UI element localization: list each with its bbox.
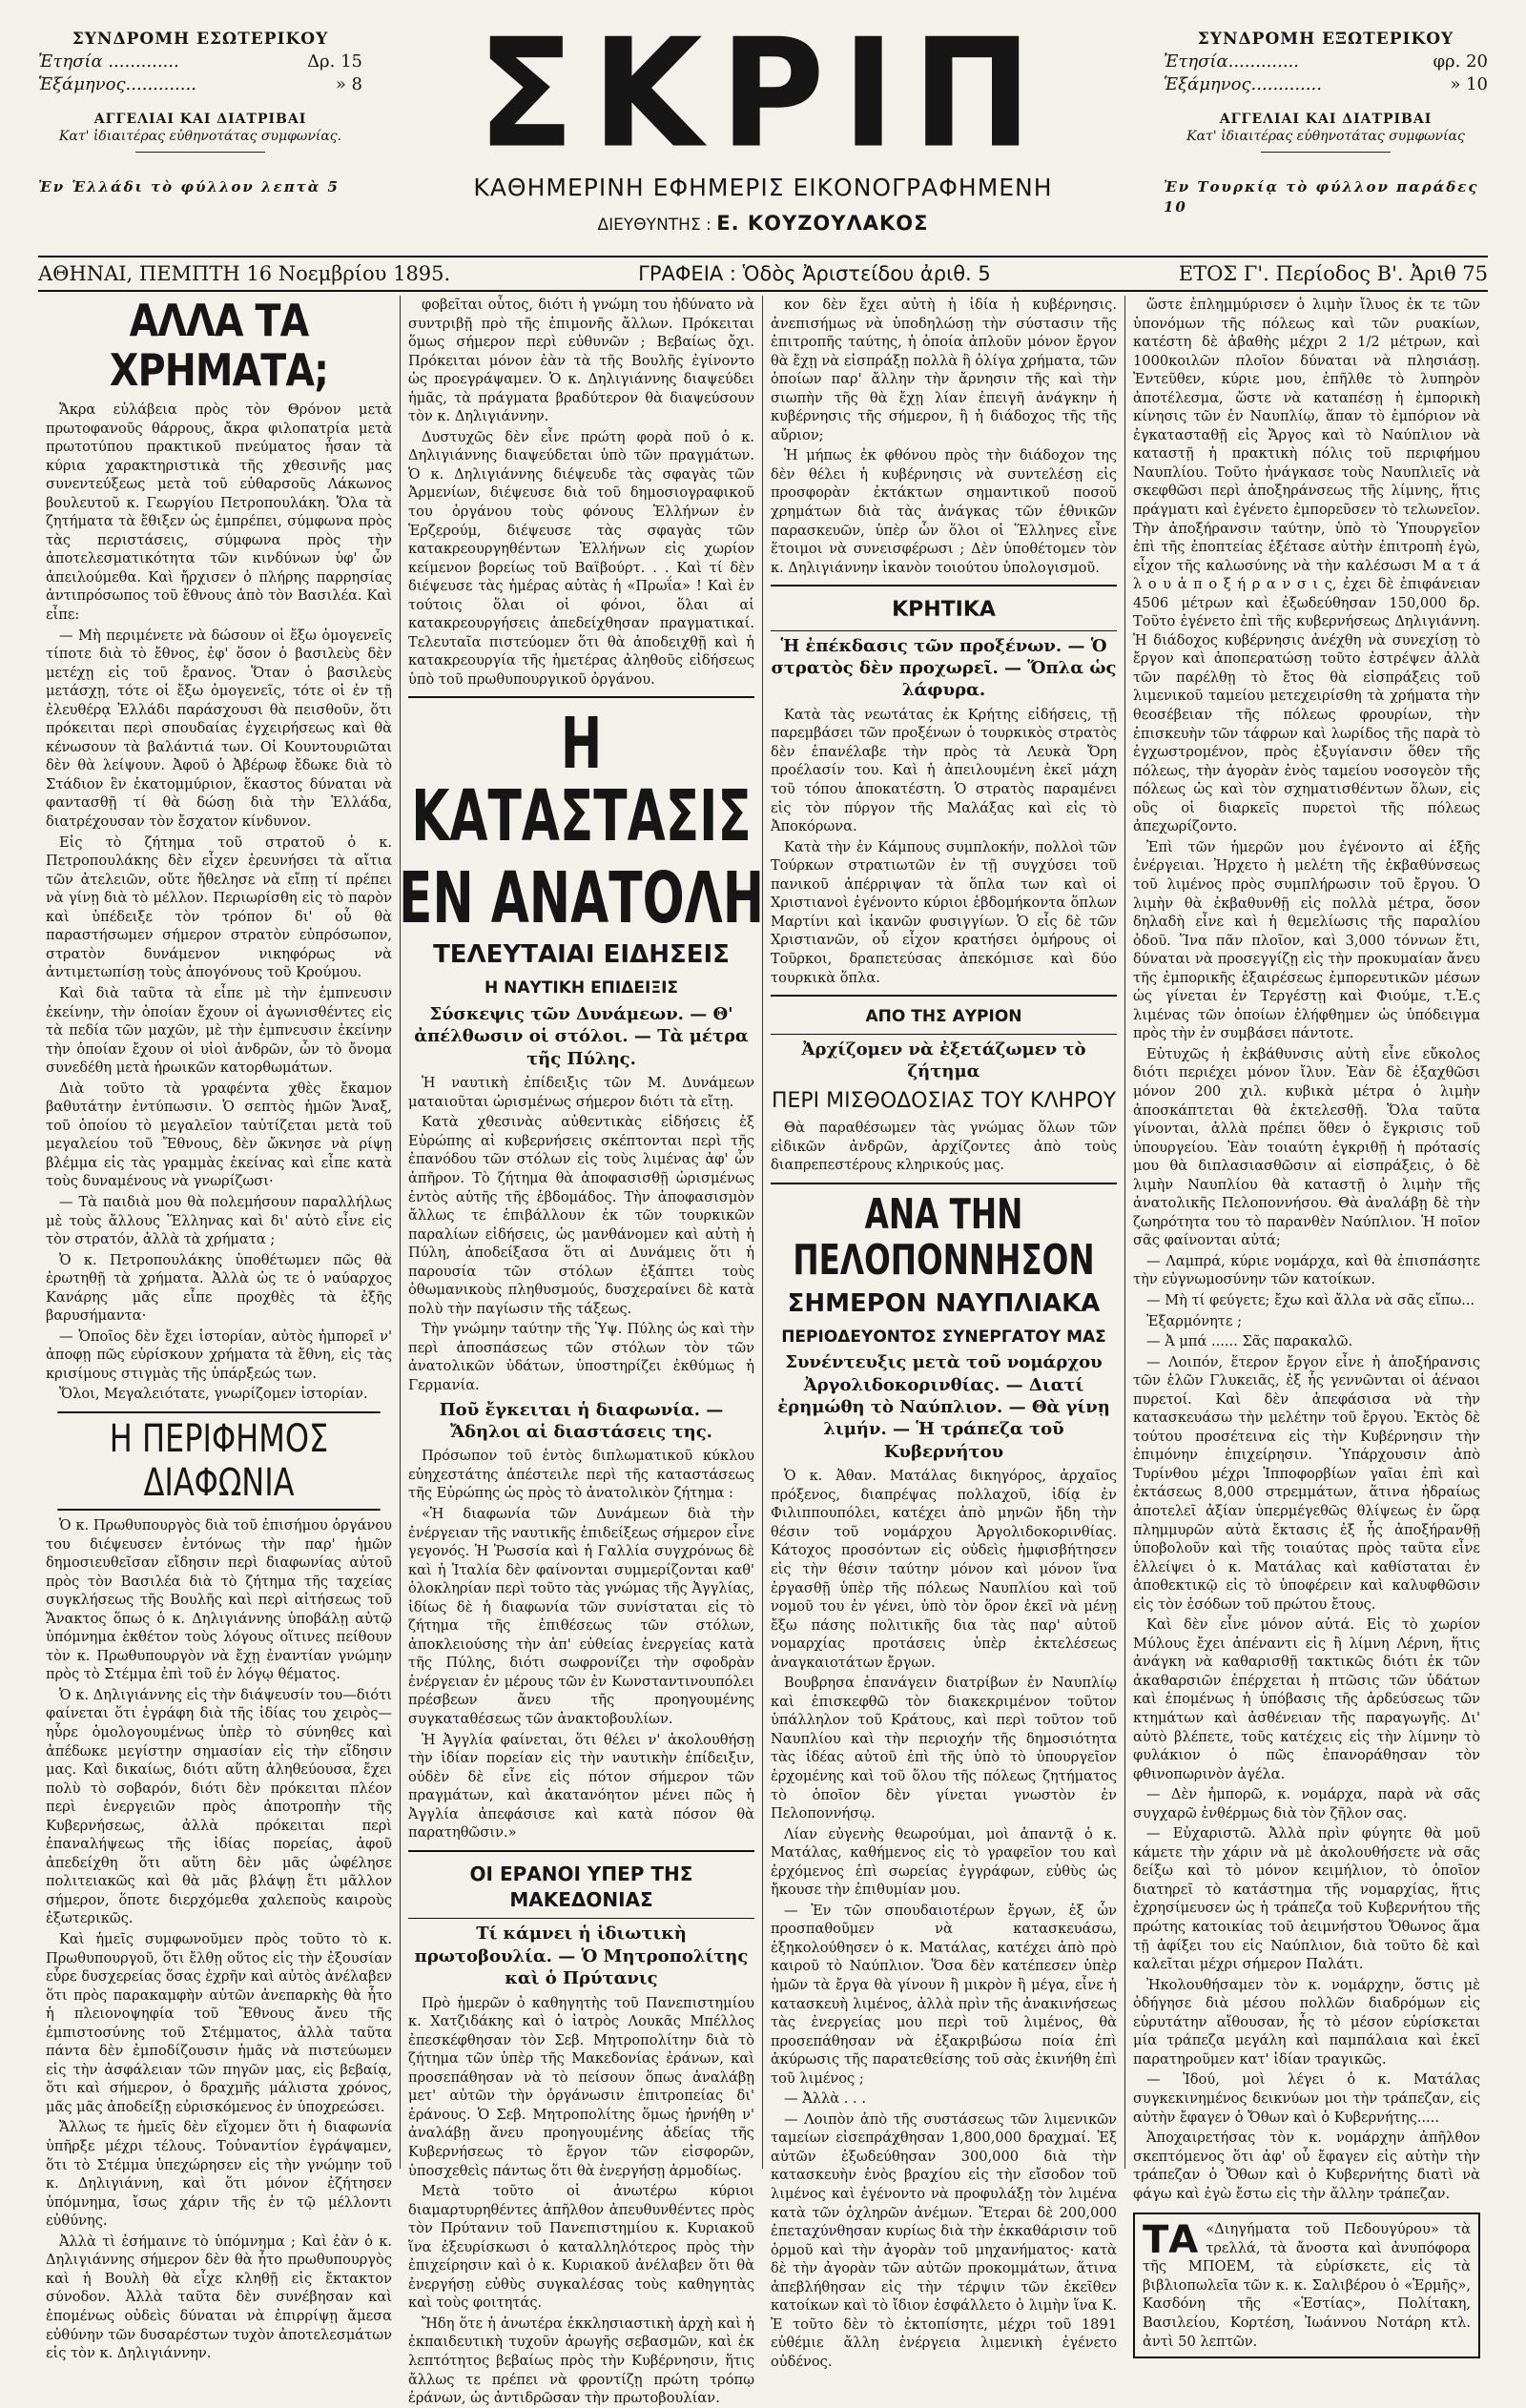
paragraph: Ὁ κ. Πρωθυπουργὸς διὰ τοῦ ἐπισήμου ὀργάνου του διέψευσεν ἐντόνως τὴν παρ' ἡμῶν δημοσιευθεῖσαν εἴδησιν περὶ διαφωνίας αὐτοῦ πρὸς τὸν Βασιλέα διὰ τὸ ζήτημα τῆς ταχείας συγκλήσεως τῆς Βουλῆς καὶ περὶ αἰτήσεως τοῦ Ἄνακτος ὅπως ὁ κ. Δηλιγιάννης ὑποβάλῃ αὐτῷ ὑπόμνημα ἐκθέτον τοὺς λόγους οἵτινες πείθουν τὸν κ. Πρωθυπουργὸν νὰ ἔχῃ ἐναντίαν γνώμην πρὸς τὸ Στέμμα ἐπὶ τοῦ ἐν λόγῳ θέματος.: [46, 1516, 392, 1683]
deck: Σύσκεψις τῶν Δυνάμεων. — Θ' ἀπέλθωσιν οἱ στόλοι. — Τὰ μέτρα τῆς Πύλης.: [414, 1004, 749, 1069]
paragraph: Ἄλλως τε ἡμεῖς δὲν εἴχομεν ὅτι ἡ διαφωνία ὑπῆρξε μέχρι τέλους. Τοὐναντίον ἐγράψαμεν, ὅτι τὸ Στέμμα ὑπεχώρησεν εἰς τὴν γνώμην τοῦ κ. Δηλιγιάννη, καὶ ὅτι μόνον ἐζήτησεν ὑπόμνημα, ἴσως χάριν τῆς ἐν τῷ μέλλοντι εὐθύνης.: [46, 2119, 392, 2230]
domestic-subscription: [38, 29, 362, 197]
office-address: ΓΡΑΦΕΙΑ : Ὁδὸς Ἀριστείδου ἀριθ. 5: [638, 262, 991, 285]
paragraph: Θὰ παραθέσωμεν τὰς γνώμας ὅλων τῶν εἰδικῶν ἀνδρῶν, ἀρχίζοντες ἀπὸ τοὺς διαπρεπεστέρους κληρικούς μας.: [771, 1120, 1117, 1174]
paragraph: Ὁ κ. Πετροπουλάκης ὑποθέτωμεν πῶς θὰ ἐρωτηθῇ τὰ χρήματα. Ἀλλὰ ὡς τε ὁ ναύαρχος Κανάρης μᾶς εἶπε προχθὲς τὰ ἑξῆς βαρυσήμαντα·: [46, 1251, 392, 1325]
ads-label: ΑΓΓΕΛΙΑΙ ΚΑΙ ΔΙΑΤΡΙΒΑΙ: [1219, 111, 1433, 127]
paragraph: Βουβρησα ἐπανάγειν διατρίβων ἐν Ναυπλίῳ καὶ ἐπισκεφθῶ τὸν διακεκριμένον τοῦτον ὑπάλληλον τοῦ Κράτους, καὶ περὶ τοῦτον τοῦ Ναυπλίου καὶ τὴν περιοχήν τῆς δημοσιότητα τὰς ἰδέας αὐτοῦ ἐπὶ τῆς ὑπὸ τὸ ὑπουργεῖον ἐρχομένης καὶ τοῦ ὅλου τῆς πόλεως ζητήματος τὸ ὁποῖον δὲν γίνεται γνωστὸν ἐν Πελοποννήσῳ.: [771, 1675, 1117, 1822]
headline: ΑΠΟ ΤΗΣ ΑΥΡΙΟΝ: [865, 1007, 1022, 1027]
paragraph: Εἰς τὸ ζήτημα τοῦ στρατοῦ ὁ κ. Πετροπουλάκης δὲν εἶχεν ἐρευνήσει τὰ αἴτια τῶν ἀτελειῶν, οὔτε ἤθελησε νὰ εἴπῃ τί πρέπει νὰ γίνῃ διὰ τὸ μέλλον. Περιωρίσθη εἰς τὸ παρὸν καὶ ὑπέδειξε τὸν τρόπον δι' οὗ θὰ παραστήσωμεν σήμερον στρατὸν εὐπρόσωπον, στρατὸν δυνάμενον νικηφόρως νὰ ἀντιμετωπίσῃ τοὺς ἀπογόνους τοῦ Κρούμου.: [46, 834, 392, 981]
advertisement-box: [1133, 2212, 1480, 2358]
price-row: Ἐτησία ............. Δρ. 15: [38, 51, 362, 72]
subheadline: Η ΝΑΥΤΙΚΗ ΕΠΙΔΕΙΞΙΣ: [484, 978, 679, 998]
headline-box: [771, 585, 1117, 630]
paragraph: Ἐξαρμόνητε ;: [1146, 1312, 1242, 1329]
paragraph: Ἡ Ἀγγλία φαίνεται, ὅτι θέλει ν' ἀκολουθήσῃ τὴν ἰδίαν πορείαν εἰς τὴν ναυτικὴν ἐπίδειξιν, οὐδὲν δὲ εἶνε εἰς πότον σήμερον τῶν πραγμάτων, καὶ ἀκατανόητον μένει πῶς ἡ Ἀγγλία ἀπεφάσισε καὶ κατὰ πόσον θὰ παρατηθῶσιν.»: [408, 1731, 754, 1842]
paragraph: Δυστυχῶς δὲν εἶνε πρώτη φορὰ ποῦ ὁ κ. Δηλιγιάννης διαψεύδεται ὑπὸ τῶν πραγμάτων. Ὁ κ. Δηλιγιάννης διέψευδε τὰς σφαγὰς τῶν Ἀρμενίων, διέψευσε διὰ τοῦ δημοσιογραφικοῦ του ὀργάνου τοὺς φόνους Ἑλλήνων ἐν Ἑρζερούμ, διέψευσε τὰς σφαγὰς τῶν κατακρεουργηθέντων Ἑλλήνων εἰς χωρίον κείμενον βορείως τοῦ Βαϊβούρτ. . . Καὶ τί δὲν διέψευσε τὰς ἡμέρας αὐτὰς ἡ «Πρωΐα» ! Καὶ ἐν τούτοις ὅλαι οἱ φόνοι, ὅλαι αἱ κατακρεουργήσεις ἀπεδείχθησαν πραγματικαί. Τελευταῖα πιστεύομεν ὅτι θὰ ἀποδειχθῇ καὶ ἡ κατακρεουργία τῆς ἡμετέρας ἀληθοῦς εἰδήσεως ὑπὸ τοῦ πρωθυπουργικοῦ ὀργάνου.: [408, 428, 754, 688]
paragraph: — Ἀλλὰ . . .: [784, 2090, 866, 2108]
headline: ΑΛΛΑ ΤΑ ΧΡΗΜΑΤΑ;: [109, 295, 329, 396]
paragraph: Ἡ ναυτικὴ ἐπίδειξις τῶν Μ. Δυνάμεων ματαιοῦται ὡρισμένως σήμερον διότι τὰ εἴτῃ.: [408, 1075, 754, 1110]
paragraph: — Ἰδού, μοὶ λέγει ὁ κ. Ματάλας συγκεκινημένος δεικνύων μοι τὴν τράπεζαν, εἰς αὐτὴν ἔφαγεν ὁ Ὄθων καὶ ὁ Κυβερνήτης.....: [1133, 2071, 1480, 2126]
paragraph: — Μὴ περιμένετε νὰ δώσουν οἱ ἔξω ὁμογενεῖς τίποτε διὰ τὸ ἔθνος, ἐφ' ὅσον ὁ βασιλεὺς δὲν μετέχῃ εἰς τοῦ ἔρανος. Ὅταν ὁ βασιλεὺς μετάσχῃ, τότε οἱ ἔξω ὁμογενεῖς, τότε οἱ ἐν τῇ ἐλευθέρᾳ Ἑλλάδι παράσχουσι θὰ πεισθοῦν, ὅτι πρόκειται περὶ σπουδαίας ἐγχειρήσεως καὶ θὰ κένωσουν τὰ βαλάντιά των. Οἱ Κουντουριῶται δὲν θὰ λείψουν. Ἀφοῦ ὁ Ἀβέρωφ ἔδωκε διὰ τὸ Στάδιον ἓν ἑκατομμύριον, ἕκαστος δύναται νὰ φαντασθῇ τί θὰ δώσῃ διὰ τὴν Ἑλλάδα, διατρέχουσαν τὸν ἔσχατον κίνδυνον.: [46, 627, 392, 831]
paragraph: Ἀλλὰ τὶ ἐσήμαινε τὸ ὑπόμνημα ; Καὶ ἐὰν ὁ κ. Δηλιγιάννης σήμερον δὲν θὰ ἦτο πρωθυπουργὸς καὶ ἡ Βουλὴ θὰ εἶχε κληθῇ εἰς ἔκτακτον σύνοδον. Ἀλλὰ ταῦτα δὲν συνέβησαν καὶ ἐπομένως οὐδεὶς δύναται νὰ ἐπιρρίψῃ ἄμεσα εὐθύνην τῶν δυσαρέστων τυχὸν ἀποτελεσμάτων εἰς τὸν κ. Δηλιγιάννην.: [46, 2233, 392, 2362]
paragraph: Ἐπὶ τῶν ἡμερῶν μου ἐγένοντο αἱ ἑξῆς ἐνέργειαι. Ἠρχετο ἡ μελέτη τῆς ἐκβαθύνσεως τοῦ λιμένος πρὸς συμπλήρωσιν τοῦ ἔργου. Ὁ λιμὴν θὰ ἐκβαθυνθῇ εἰς πολλὰ μέτρα, ὅσον δηλαδὴ εἶνε καὶ ἡ θεμελίωσις τῆς παραλίου ὁδοῦ. Ἵνα πᾶν πλοῖον, καὶ 3,000 τόννων ἔτι, δύναται νὰ προσεγγίζῃ εἰς τὴν προκυμαίαν ἄνευ τῆς ἐμπορικῆς ἐξαιρέσεως ἐμπορευτικῶν μέσων ὡς γίνεται ἐν Τεργέστῃ καὶ Φιούμε, τ.Ἐ.ς λιμένας τῶν ὁποίων ἐλήφθημεν ὡς ὑπόδειγμα πρὸς τὴν ἐν συμβάσει πάντοτε.: [1133, 838, 1480, 1042]
paragraph: — Τὰ παιδιὰ μου θὰ πολεμήσουν παραλλήλως μὲ τοὺς ἄλλους Ἕλληνας καὶ δι' αὐτὸ εἶνε εἰς τὸν στρατόν, ἀλλὰ τὰ χρήματα ;: [46, 1193, 392, 1248]
paragraph: Κατὰ χθεσινὰς αὐθεντικὰς εἰδήσεις ἐξ Εὐρώπης αἱ κυβερνήσεις σκέπτονται περὶ τῆς ἐπανόδου τῶν στόλων εἰς τοὺς λιμένας ἀφ' ὧν ἀπῆρον. Τὸ ζήτημα θὰ ἀποφασισθῇ ὡρισμένως ἐντὸς αὐτῆς τῆς ἑβδομάδος. Τὴν ἀποφασισμὸν ἄλλως τε ἐπιβάλλουν ἐκ τῶν τουρκικῶν παραλίων εἰδήσεις, ὡς μανθάνομεν καὶ αὐτὴ ἡ Πύλη, ἀποδείξασα ὅτι αἱ Δυνάμεις ὅτι ἡ παρουσία τῶν στόλων ἐξάπτει τοὺς ὀθωμανικοὺς πληθυσμούς, δυσχεραίνει δὲ κατὰ πολὺ τὴν παγίωσιν τῆς τάξεως.: [408, 1114, 754, 1317]
subheadline: ΣΗΜΕΡΟΝ ΝΑΥΠΛΙΑΚΑ: [787, 1288, 1101, 1318]
headline: ΕΝ ΑΝΑΤΟΛΗ: [398, 857, 765, 940]
paragraph: — Λοιπόν, ἕτερον ἔργον εἶνε ἡ ἀποξήρανσις τῶν ἑλῶν Γλυκειᾶς, ἐξ ἧς γεννῶνται οἱ ἀέναοι πυρετοί. Καὶ δὲν ἀπεφάσισα νὰ τὴν κατασκευάσω τὴν μελέτην τοῦ ἔργου. Ἐκτὸς δὲ τούτου προσέτεινα εἰς τὴν Κυβέρνησιν τὴν ἐπιμόνην ἐπιχείρησιν. Ὑπάρχουσιν ἀπὸ Τυρίνθου μέχρι Ἱπποφορβίων γαῖαι ἐπὶ καὶ ἐκτάσεως 8,000 στρεμμάτων, ἅτινα ἠδραίως ἀποτελεῖ ἀξίαν ὑπερμέγεθῶς θλίψεως ἐν ὥρᾳ πλημμυρῶν αὐτὰ ἔκτασις ἐξ ἧς ἀποξήρανθῇ ὑποβολοῦν καὶ τῆς τοιαύτας πρὸς ταῦτα εἶνε ἐλλείψει ὁ κ. Ματάλας καὶ καθίσταται ἐν ἀποθεκτικῷ εἰς τὸ ὑποφέρειν καὶ καλυφθῶσιν εἰς τὸν ἐσόδων τοῦ πρώτου ἔτους.: [1133, 1353, 1480, 1613]
headline: ΚΡΗΤΙΚΑ: [892, 598, 996, 623]
price-row: Ἐτησία............. φρ. 20: [1164, 51, 1488, 72]
newspaper-logo: ΣΚΡΙΠ: [477, 7, 1049, 182]
paragraph: κον δὲν ἔχει αὐτὴ ἡ ἰδία ἡ κυβέρνησις. ἀνεπισήμως νὰ ὑποδηλώσῃ τὴν σύστασιν τῆς ἐπιτροπῆς ταύτης, ἡ ὁποία ἀπλοῦν μόνον ἔργον θὰ ἔχῃ νὰ εἰσπράξῃ πολλὰ ἢ ὀλίγα χρήματα, τῶν ὁποίων παρ' ἄλλην τὴν ἄρνησιν τῆς καὶ τὴν σιωπὴν τῆς θὰ ἔχῃ λίαν ἐπειγῆ ἀνάγκην ἡ κυβέρνησις τῆς σήμερον, ἢ ἡ διάδοχος τῆς τῆς αὔριον;: [771, 297, 1117, 443]
paragraph: — Εὐχαριστῶ. Ἀλλὰ πρὶν φύγητε θὰ μοῦ κάμετε τὴν χάριν νὰ μὲ ἀκολουθήσετε νὰ σᾶς δείξω καὶ τὸ μόνον κειμήλιον, τὸ ὁποῖον διατηρεῖ τὸ κατάστημα τῆς νομαρχίας, ἥτις ἐχρησίμευσεν ὡς ἡ τράπεζα τοῦ Κυβερνήτου τῆς πρώτης κατοικίας τοῦ ἀειμνήστου Ὄθωνος ἅμα τῇ ἀφίξει του εἰς Ναύπλιον, διὰ τοῦτο δὲ καὶ καλεῖται μέχρι σήμερον Παλάτι.: [1133, 1825, 1480, 1973]
newspaper-page: [38, 7, 1488, 2407]
tagline: ΚΑΘΗΜΕΡΙΝΗ ΕΦΗΜΕΡΙΣ ΕΙΚΟΝΟΓΡΑΦΗΜΕΝΗ: [473, 174, 1053, 201]
paragraph: Ἄκρα εὐλάβεια πρὸς τὸν Θρόνον μετὰ πρωτοφανοῦς θάρρους, ἄκρα φιλοπατρία μετὰ πρωτοτύπου πρακτικοῦ πνεύματος ἦσαν τὰ κύρια χαρακτηριστικὰ τῆς χθεσινῆς μας συνεντεύξεως μετὰ τοῦ εὐθαρσοῦς Λάκωνος βουλευτοῦ κ. Γεωργίου Πετροπουλάκη. Ὅλα τὰ ζητήματα τὰ ἔθιξεν ὡς ἐμπρέπει, σύμφωνα πρὸς τὰς περιστάσεις, σύμφωνα πρὸς τὴν ἀποτελεσματικότητα τῶν κινδύνων ὑφ' ὧν ἀπειλούμεθα. Καὶ ἤρχισεν ὁ πλήρης παρρησίας ἀντιπρόσωπος τοῦ ἔθνους ἀπὸ τὸν Βασιλέα. Καὶ εἶπε:: [46, 401, 392, 624]
paragraph: Πρὸ ἡμερῶν ὁ καθηγητὴς τοῦ Πανεπιστημίου κ. Χατζιδάκης καὶ ὁ ἰατρὸς Λουκᾶς Μπέλλος ἐπεσκέφθησαν τὸν Σεβ. Μητροπολίτην διὰ τὸ ζήτημα τῶν ὑπὲρ τῆς Μακεδονίας ἐράνων, καὶ προσεπάθησαν νὰ τὸ πείσουν ὅπως ἀναλάβῃ μετ' αὐτῶν τὴν ὀργάνωσιν ἐπιτροπείας δι' ἐράνους. Ὁ Σεβ. Μητροπολίτης ὅμως ἠρνήθη ν' ἀναλάβῃ ἄνευ προηγουμένης ἀδείας τῆς Κυβερνήσεως τὸ ἔργον τῶν εἰσφορῶν, ὑποσχεθεὶς πάντως ὅτι θὰ ἐνεργήσῃ ἀρμοδίως.: [408, 1994, 754, 2179]
subheadline: ΠΕΡΙΟΔΕΥΟΝΤΟΣ ΣΥΝΕΡΓΑΤΟΥ ΜΑΣ: [781, 1327, 1106, 1347]
column-4: [1125, 296, 1488, 2350]
subscription-title: ΣΥΝΔΡΟΜΗ ΕΞΩΤΕΡΙΚΟΥ: [1197, 30, 1454, 49]
headline-box: [408, 1850, 754, 1920]
paragraph: ὥστε ἐπλημμύρισεν ὁ λιμὴν ἴλυος ἐκ τε τῶν ὑπονόμων τῆς πόλεως καὶ τῶν ρυακίων, κατέστη δὲ ἀβαθὴς μέχρι 2 1/2 μέτρων, καὶ 1000κοιλῶν πλοῖον δύναται νὰ πλησιάσῃ. Ἐντεῦθεν, κύριε μου, ἐπῆλθε τὸ λυπηρὸν ἀποτέλεσμα, ὥστε νὰ καταπέσῃ ἡ ἐμπορικὴ κίνησις τῶν ἐν Ναυπλίῳ, ἅπαν τὸ ἐμπόριον νὰ ἐγκατασταθῇ εἰς Ἄργος καὶ τὸ Ναύπλιον νὰ καταστῇ ἡ πρακτικὴ πόλις τοῦ περιφήμου Ναυπλίου. Τοῦτο ἠνάγκασε τοὺς Ναυπλιεῖς νὰ σκεφθῶσι περὶ ἀποξηράνσεως τῆς λίμνης, ἥτις πράγματι καὶ ἐγένετο ἐμπορεῦσεν τὸ τελωνεῖον. Τὴν ἀποξήρανσιν ταύτην, ὑπὸ τὸ Ὑπουργεῖον ἐπὶ τῆς ἐποπτείας ἐξέτασε αὐτὴν ἐπιτροπὴ ἐγὼ, εἶχον τῆς καλωσύνης νὰ τὴν καλέσωσι Μ α τ ά λ ο υ ἀ π ο ξ ή ρ α ν σ ι ς, ἐχει δὲ ἐπιφάνειαν 4506 μέτρων καὶ ἐξωδεύθησαν 150,000 δρ. Τοῦτο ἐγένετο ἐπὶ τῆς κυβερνήσεως Δηλιγιάννη. Ἡ διάδοχος κυβέρνησις ἀνέχθη νὰ συνεχίσῃ τὸ ἔργον καὶ ἀποπερατώσῃ τοῦτο ἐστρέψεν ἀλλὰ τῶν παρέλθῃ τὸ ἔτος θὰ εἰσπράξεις τοῦ λιμενικοῦ ταμείου μετεχειρίσθη τὰ χρήματα τὴν θεοσέβειαν τῆς πόλεως φρουρίων, τὴν ἐπισκευὴν τῶν τάφρων καὶ λωρίδος τῆς παρὰ τὸ ἐγχωστρομένον, πρὸς ἐξυγίανσιν ὅθεν τῆς πόλεως, τὴν ἀγορὰν ἐνὸς ταμείου νοσογεὸν τῆς πόλεως ὡς καὶ τὸν σχηματισθέντων ὅλων, εἰς οὓς οἱ διαρκεῖς πυρετοὶ τῆς πόλεως ἀπεχωρίζοντο.: [1133, 297, 1480, 835]
foreign-subscription: [1164, 29, 1488, 216]
paragraph: «Ἡ διαφωνία τῶν Δυνάμεων διὰ τὴν ἐνέργειαν τῆς ναυτικῆς ἐπιδείξεως σήμερον εἶνε γεγονός. Ἡ Ῥωσσία καὶ ἡ Γαλλία συγχρόνως δὲ καὶ ἡ Ἰταλία δὲν φαίνονται συμμερίζονται καθ' ὁλοκληρίαν περὶ τοῦτο τὰς γνώμας τῆς Ἀγγλίας, ἰδίως δὲ ἡ διαφωνία τῶν συνίσταται εἰς τὸ ζήτημα τῆς ἐπιθέσεως τῶν στόλων, ἀποκλειούσης τὴν ἀπ' εὐθείας ἐνεργείας κατὰ τῆς Πύλης, διότι σωφρονίζει τὴν σφοδρὰν ἐνέργειαν ἐν μέρους τῶν ἐν Κωνσταντινουπόλει πρέσβεων ἄνευ τῆς προηγουμένης συγκαταθέσεως τῶν ἀνακτοβουλίων.: [408, 1505, 754, 1727]
paragraph: — Ὁποῖος δὲν ἔχει ἱστορίαν, αὐτὸς ἠμπορεῖ ν' ἀποφῃ πῶς εὑρίσκουν χρήματα τὰ ἔθνη, εἰς τὰς κρισίμους στιγμὰς τῆς ὑπάρξεώς των.: [46, 1327, 392, 1382]
paragraph: — Λαμπρά, κύριε νομάρχα, καὶ θὰ ἐπισπάσητε τὴν εὐγνωμοσύνην τῶν κατοίκων.: [1133, 1252, 1480, 1288]
paragraph: Διὰ τοῦτο τὰ γραφέντα χθὲς ἔκαμον βαθυτάτην ἐντύπωσιν. Ὁ σεπτὸς ἡμῶν Ἄναξ, τοῦ ὁποίου τὸ μεγαλεῖον ταὐτίζεται μετὰ τοῦ μεγαλείου τοῦ Ἔθνους, δὲν ὤκνησε νὰ ρίψῃ βλέμμα εἰς τὰς γραμμὰς ἐκείνας καὶ εἶπε κατὰ τοὺς δυναμένους νὰ γνωρίζωσι·: [46, 1080, 392, 1190]
price-row: Ἑξάμηνος............. » 8: [38, 74, 362, 95]
paragraph: Καὶ δὲν εἶνε μόνον αὐτά. Εἰς τὸ χωρίον Μύλους ἔχει ἀπέναντι εἰς ἢ λίμνη Λέρνη, ἥτις ἀνάγκη νὰ καθαρισθῇ τακτικῶς διότι ἐκ τῶν ἀκαθαρσιῶν ἐπέρχεται ἡ πτῶσις τῶν ὑδάτων καὶ ἐπομένως ἡ ὑπόβασις τῆς ἀρδεύσεως τῶν κτημάτων καὶ ἀσθένειαν τῆς παραγωγῆς. Δι' αὐτὸ βλέπετε, τοῦς κατέχεις εἰς τὴν λίμνην τὸ φυλάκιον ὁ πῶς ἐπανοράθησαν τὸν φθινοπωρινὸν ἀγέλα.: [1133, 1616, 1480, 1782]
deck: Ἀρχίζομεν νὰ ἐξετάζωμεν τὸ ζήτημα: [801, 1039, 1086, 1082]
paragraph: — Λοιπὸν ἀπὸ τῆς συστάσεως τῶν λιμενικῶν ταμείων εἰσεπράχθησαν 1,800,000 δραχμαί. Ἐξ αὐτῶν ἐξωδεύθησαν 300,000 διὰ τὴν κατασκευὴν ἑνὸς βραχίου εἰς τὴν εἴσοδον τοῦ λιμένος καὶ ἐγένοντο νὰ προφυλάξῃ τὸν λιμένα κατὰ τῶν ὀχληρῶν ἀνέμων. Ἔτεραι δὲ 200,000 ἐπεταχύνθησαν κυρίως διὰ τὴν ἐκκαθάρισιν τοῦ ὁρμοῦ καὶ τὴν ἀγορὰν τοῦ μηχανήματος· κατὰ δὲ τὴν ἀγορὰν τῶν αὐτῶν προκομμάτων, ἅτινα ἀπεβλήθησαν εἰς τὴν τέρψιν τῶν ἐκεῖθεν κατοίκων καὶ τὸ ἴδιον ἐσφάλλετο ὁ λιμὴν ἵνα Κ. Ἐ τοῦτο δὲν τὸ ἐκτοπίσητε, μέχρι τοῦ 1891 εὐθέμιε ἄλλη ἐνέργεια λιμενικὴ ἐγένετο οὐδένος.: [771, 2110, 1117, 2370]
deck: Συνέντευξις μετὰ τοῦ νομάρχου Ἀργολιδοκορινθίας. — Διατί ἐρημώθη τὸ Ναύπλιον. — Θὰ γίνῃ λιμήν. — Ἡ τράπεζα τοῦ Κυβερνήτου: [777, 1352, 1110, 1462]
headline: ΟΙ ΕΡΑΝΟΙ ΥΠΕΡ ΤΗΣ ΜΑΚΕΔΟΝΙΑΣ: [469, 1862, 693, 1911]
column-1: [38, 295, 401, 2362]
divider: [1261, 152, 1391, 153]
headline: Η ΚΑΤΑΣΤΑΣΙΣ: [411, 703, 752, 858]
paragraph: Κατὰ τὴν ἐν Κάμπους συμπλοκήν, πολλοὶ τῶν Τούρκων στρατιωτῶν ἐν τῇ συγχύσει τοῦ πανικοῦ ἀπέρριψαν τὰ ὅπλα των καὶ οἱ Χριστιανοὶ ἐγένοντο κύριοι ἑβδομήκοντα ὅπλων Μαρτίνι καὶ ἱκανῶν φυσιγγίων. Ὁ εἷς δὲ τῶν Χριστιανῶν, οὗ εἶχον κρατήσει ὁμήρους οἱ Τοῦρκοι, δραπετεύσας ἀπεκόμισε καὶ δύο τουρκικὰ ὅπλα.: [771, 838, 1117, 986]
paragraph: Ὅλοι, Μεγαλειότατε, γνωρίζομεν ἱστορίαν.: [59, 1386, 368, 1403]
subheadline: ΤΕΛΕΥΤΑΙΑΙ ΕΙΔΗΣΕΙΣ: [433, 940, 730, 970]
paragraph: Καὶ διὰ ταῦτα τὰ εἶπε μὲ τὴν ἐμπνευσιν ἐκείνην, τὴν ὁποίαν ἔχουν οἱ ἀγωνισθέντες εἰς τὰ πεδία τῶν μαχῶν, μὲ τὴν ἐμπνευσιν ἐκείνην τὴν ὁποίαν ἔχουν οἱ υἱοὶ ἀνδρῶν, ὧν τὸ ὄνομα συνεδέθη μετὰ ἡρωικῶν κατορθωμάτων.: [46, 984, 392, 1077]
paragraph: Μετὰ τοῦτο οἱ ἀνωτέρω κύριοι διαμαρτυρηθέντες ἀπῆλθον ἀπευθυνθέντες πρὸς τὸν Πρύτανιν τοῦ Πανεπιστημίου κ. Κυριακοῦ ἵνα ἐξευρίσκωσι ὁ καταλληλότερος πρὸς τὴν ἐπιχείρησιν καὶ ὁ κ. Κυριακοῦ ἀνέλαβεν ὅτι θὰ ἐνεργήσῃ εὐθὺς συγκαλέσας τοὺς καθηγητὰς καὶ τοὺς φοιτητάς.: [408, 2183, 754, 2312]
ad-initial: ΤΑ: [1143, 2218, 1199, 2263]
issue-date: ΑΘΗΝΑΙ, ΠΕΜΠΤΗ 16 Νοεμβρίου 1895.: [38, 262, 451, 285]
paragraph: Εὐτυχῶς ἡ ἐκβάθυνσις αὐτὴ εἶνε εὔκολος διότι περιέχει μόνον ἴλυν. Ἐὰν δὲ ἐξαχθῶσι μόνον 200 χιλ. κυβικὰ μέτρα ὁ λιμὴν ἀποσκάπτεται θὰ ἐκτελεσθῇ. Ὅλα ταῦτα γίνονται, ἀλλὰ πρέπει ὅθεν ὁ ἔγκρισις τοῦ ὑπουργείου. Ἐὰν τοιαύτη ἐγκριθῇ ἡ πρότασίς μου θὰ διπλασιασθῶσιν αἱ εἰσπράξεις, ὁ δὲ λιμὴν Ναυπλίου θὰ καταστῇ ὁ λιμὴν τῆς ἀνατολικῆς Πελοποννήσου. Θὰ ἀναλάβῃ δὲ τὴν ζωηρότητα του τὸ παρανθὲν Ναύπλιον. Ἡ ποῖον σᾶς φαίνονται αὐτά;: [1133, 1045, 1480, 1249]
article-columns: [38, 295, 1488, 2407]
paragraph: — Ἐν τῶν σπουδαιοτέρων ἔργων, ἐξ ὧν προσπαθοῦμεν νὰ κατασκευάσω, ἐξηκολούθησεν ὁ κ. Ματάλας, κατέχει ἀπὸ πρὸ καιροῦ τὸ Ναύπλιον. Ὅσα δὲν κατέπεσεν ὑπὲρ ἡμῶν τὰ ἔργα θὰ γίνουν ἢ μικρὸν ἢ μέγα, εἶνε ἡ κατασκευὴ λιμένος, ἀλλὰ πρὶν τῆς ἀνακινήσεως τὰς ἐνεργείας μου περὶ τοῦ λιμένος, θὰ προσεπάθησαν νὰ ἐξακριβώσω ποία ἐπὶ ἀκύρωσις τῆς παρατεθείσης τοῦ σὰς ἐκινήθη ἐπὶ τοῦ λιμένος ;: [771, 1902, 1117, 2087]
column-2: [398, 296, 765, 2407]
paragraph: Πρόσωπον τοῦ ἐντὸς διπλωματικοῦ κύκλου εὐηχεστάτης ἀπέστειλε περὶ τῆς καταστάσεως τῆς Εὐρώπης ὡς πρὸς τὸ ἀνατολικὸν ζήτημα :: [408, 1448, 754, 1502]
paragraph: — Δὲν ἠμπορῶ, κ. νομάρχα, παρὰ νὰ σᾶς συγχαρῶ ἐνθέρμως διὰ τὸν ζῆλον σας.: [1133, 1786, 1480, 1821]
paragraph: — Μὴ τί φεύγετε; ἔχω καὶ ἄλλα νὰ σᾶς εἴπω...: [1146, 1291, 1475, 1308]
paragraph: Ἀποχαιρετήσας τὸν κ. νομάρχην ἀπῆλθον σκεπτόμενος ὅτι ἀφ' οὗ ἔφαγεν εἰς αὐτὴν τὴν τράπεζαν ὁ Ὄθων καὶ ὁ Κυβερνήτης διατὶ νὰ φάγω καὶ ἐγὼ ἔστω εἰς τὴν ἄλλην τράπεζαν.: [1133, 2130, 1480, 2202]
paragraph: Ὁ κ. Δηλιγιάννης εἰς τὴν διάψευσίν του—διότι φαίνεται ὅτι ἐγράφη διὰ τῆς ἰδίας του χειρὸς—ηὗρε ὁμολογουμένως ὑπὲρ τὸ σύνηθες καὶ ἀπέδωκε μεγίστην σημασίαν εἰς τὴν εἴδησιν μας. Καὶ δικαίως, διότι αὕτη ἀληθεύουσα, ἔχει πολὺ τὸ σοβαρόν, διότι δὲν πρόκειται πλέον περὶ ἐνεργειῶν πρὸς ἀποτροπὴν τῆς Κυβερνήσεως, ἀλλὰ πρόκειται περὶ ἐπαναλήψεως τῆς ἰδίας πορείας, ἀφοῦ ἀπεδείχθη ὅτι αὕτη δὲν μᾶς ὠφέλησε πολιτειακῶς καὶ θὰ μᾶς βλάψῃ ἔτι μᾶλλον σήμερον, ὅποτε διερχόμεθα χαλεποὺς καιροὺς ἐξωτερικῶς.: [46, 1686, 392, 1927]
divider: [771, 1183, 1117, 1184]
headline-box: [771, 995, 1117, 1035]
divider: [408, 696, 754, 698]
paragraph: Ἤδη ὅτε ἡ ἀνωτέρα ἐκκλησιαστικὴ ἀρχὴ καὶ ἡ ἐκπαιδευτικὴ τυχοῦν ἀρωγῆς σεβασμῶν, καὶ ἐκ λεπτότητος βεβαίως πρὸς τὴν Κυβέρνησιν, ἥτις ἄλλως τε πρέπει νὰ φροντίζῃ πρώτη τρόπῳ ἐράνων, ὡς ἀντιδρῶσαν τὴν πρωτοβουλίαν.: [408, 2315, 754, 2407]
deck: Ἡ ἐπέκδασις τῶν προξένων. — Ὁ στρατὸς δὲν προχωρεῖ. — Ὅπλα ὡς λάφυρα.: [771, 635, 1117, 701]
paragraph: Τὴν γνώμην ταύτην τῆς Ὑψ. Πύλης ὡς καὶ τὴν περὶ ἀποσπάσεως τῶν στόλων τὸν τῶν ἀνατολικῶν ὑδάτων, ὑποστηρίζει ἐκθύμως ἡ Γερμανία.: [408, 1321, 754, 1393]
paragraph: Ἡ μήπως ἐκ φθόνου πρὸς τὴν διάδοχον της δὲν θέλει ἡ κυβέρνησις νὰ συντελέσῃ εἰς προσφορὰν ἐκτάκτων σημαντικοῦ ποσοῦ χρημάτων διὰ τὰς ἀνάγκας τῶν ἐθνικῶν παρασκευῶν, ὑπὲρ ὧν ὅλοι οἱ Ἕλληνες εἶνε ἕτοιμοι νὰ συνεισφέρωσι ; Δὲν ὑποθέτομεν τὸν κ. Δηλιγιάννην ἱκανὸν τοιούτου ὑπολογισμοῦ.: [771, 447, 1117, 576]
paragraph: Κατὰ τὰς νεωτάτας ἐκ Κρήτης εἰδήσεις, τῇ παρεμβάσει τῶν προξένων ὁ τουρκικὸς στρατὸς δὲν ἐπανέλαβε τὴν πρὸς τὰ Λευκὰ Ὄρη προέλασίν του. Καὶ ἡ ἀπειλουμένη ἐκεῖ μάχη τοῦ τόπου ἀποκατέστη. Ὁ στρατὸς παραμένει εἰς τὸν πύργον τῆς Μαλάξας καὶ εἰς τὸ Ἀποκόρωνα.: [771, 706, 1117, 835]
headline: ΑΝΑ ΤΗΝ ΠΕΛΟΠΟΝΝΗΣΟΝ: [793, 1189, 1095, 1285]
headline: Η ΠΕΡΙΦΗΜΟΣ ΔΙΑΦΩΝΙΑ: [57, 1411, 380, 1511]
deck: Ποῦ ἔγκειται ἡ διαφωνία. — Ἄδηλοι αἱ διαστάσεις της.: [439, 1399, 724, 1442]
paragraph: Ἠκολουθήσαμεν τὸν κ. νομάρχην, ὅστις μὲ ὁδήγησε διὰ μέσου πολλῶν διαδρόμων εἰς εὐρυτάτην αἴθουσαν, ἧς τὸ μέσον εὑρίσκεται μία τράπεζα μεγάλη καὶ παμπάλαια καὶ ἐκεῖ παρατηροῦμεν κατ' ἰδίαν τραγικῶς.: [1133, 1976, 1480, 2068]
paragraph: φοβεῖται οὗτος, διότι ἡ γνώμη του ἠδύνατο νὰ συντριβῇ πρὸ τῆς ἐπιμονῆς ἄλλων. Πρόκειται ὅμως σήμερον περὶ εὐθυνῶν ; Βεβαίως ὄχι. Πρόκειται μόνον ἐὰν τὰ τῆς Βουλῆς ἐγίνοντο ὡς προεγράψαμεν. Ὁ κ. Δηλιγιάννης διαψεύδει ἡμᾶς, τὰ πράγματα βραδύτερον θὰ διαψεύσουν τὸν κ. Δηλιγιάννην.: [408, 297, 754, 425]
paragraph: Λίαν εὐγενὴς θεωρούμαι, μοὶ ἀπαντᾷ ὁ κ. Ματάλας, καθήμενος εἰς τὸ γραφεῖον του καὶ ἐρχόμενος ἐπὶ σωρείας ἐγγράφων, εὐθὺς ὡς ἤκουσε τὴν ἐπιθυμίαν μου.: [771, 1825, 1117, 1899]
dateline-bar: [38, 256, 1488, 292]
deck: Τί κάμνει ἡ ἰδιωτικὴ πρωτοβουλία. — Ὁ Μητροπολίτης καὶ ὁ Πρύτανις: [414, 1924, 749, 1989]
single-copy-price: Ἐν Ἑλλάδι τὸ φύλλον λεπτὰ 5: [38, 178, 340, 196]
issue-number: ΕΤΟΣ Γ'. Περίοδος Β'. Ἀριθ 75: [1178, 262, 1488, 285]
column-3: [763, 296, 1125, 2370]
single-copy-price: Ἐν Τουρκίᾳ τὸ φύλλον παράδες 10: [1164, 178, 1479, 216]
director-line: ΔΙΕΥΘΥΝΤΗΣ : Ε. ΚΟΥΖΟΥΛΑΚΟΣ: [597, 212, 929, 235]
subheadline: ΠΕΡΙ ΜΙΣΘΟΔΟΣΙΑΣ ΤΟΥ ΚΛΗΡΟΥ: [771, 1088, 1117, 1113]
ads-note: Κατ' ἰδιαιτέρας εὐθηνοτάτας συμφωνίας.: [58, 129, 342, 145]
ads-note: Κατ' ἰδιαιτέρας εὐθηνοτάτας συμφωνίας: [1186, 129, 1465, 145]
paragraph: — Ἀ μπά ...... Σᾶς παρακαλῶ.: [1146, 1333, 1353, 1350]
divider: [135, 152, 265, 153]
price-row: Ἑξάμηνος............. » 10: [1164, 74, 1488, 95]
ad-text: «Διηγήματα τοῦ Πεδουγύρου» τὰ τρελλά, τὰ ἄνοστα καὶ ἀνυπόφορα τῆς ΜΠΟΕΜ, τὰ εὑρίσκετε, εἰς τὰ βιβλιοπωλεῖα τῶν κ. κ. Σαλιβέρου ὁ «Ἑρμῆς», Κασδόνη τῆς «Ἑστίας», Πολίτακη, Βασιλείου, Κορτέση, Ἰωάννου Νοτάρη κτλ. ἀντὶ 50 λεπτῶν.: [1143, 2221, 1471, 2350]
ads-label: ΑΓΓΕΛΙΑΙ ΚΑΙ ΔΙΑΤΡΙΒΑΙ: [93, 111, 307, 127]
masthead: [38, 7, 1488, 252]
subscription-title: ΣΥΝΔΡΟΜΗ ΕΣΩΤΕΡΙΚΟΥ: [72, 30, 329, 49]
paragraph: Ὁ κ. Ἀθαν. Ματάλας δικηγόρος, ἀρχαῖος πρόξενος, διαπρέψας πολλαχοῦ, ἰδίᾳ ἐν Φιλιππουπόλει, κατέχει ἀπὸ μηνῶν ἤδη τὴν θέσιν τοῦ νομάρχου Ἀργολιδοκορινθίας. Κάτοχος προσόντων εἰς οὐδεὶς ἠμφισβήτησεν εἰς τὴν θέσιν ταύτην μόνον καὶ μόνον ἵνα ἐργασθῇ ὑπὲρ τῆς πόλεως Ναυπλίου καὶ τοῦ νομοῦ του ἐν γένει, ὑπὸ τὸν ὅρον ἐκεῖ νὰ μένῃ ἔξω πάσης πολιτικῆς δια τὰς παρ' αὐτοῦ νομαρχίας προτάσεις ὑπὲρ ἐκτελέσεως ἀναγκαιοτάτων ἔργων.: [771, 1468, 1117, 1671]
paragraph: Καὶ ἡμεῖς συμφωνοῦμεν πρὸς τοῦτο τὸ κ. Πρωθυπουργοῦ, ὅτι ἔλθῃ οὕτος εἰς τὴν ἐξουσίαν εὗρε δυσχερείας ὅσας ἐχρῆν καὶ αὐτὸς ἀνέλαβεν ὅτι πρὸς παρακαμφὴν αὐτῶν ἀνεπαρκὴς θὰ ἦτο ἡ πλειονοψηφία τοῦ Ἔθνους ἄνευ τῆς ἐμπιστοσύνης τοῦ Στέμματος, ἀλλὰ ταῦτα πάντα δὲν ἐμποδίζουσιν ἡμᾶς νὰ πιστεύωμεν εἰς τὴν ἀσφάλειαν τῶν πηγῶν μας, εἰς βεβαίᾳ, ὅτι καὶ σήμερον, ὁ δραχμῆς μάλιστα χρόνος, μᾶς μᾶς ἀποδείξῃ εὐρισκόμενος ἐν ὑποχρεώσει.: [46, 1931, 392, 2115]
